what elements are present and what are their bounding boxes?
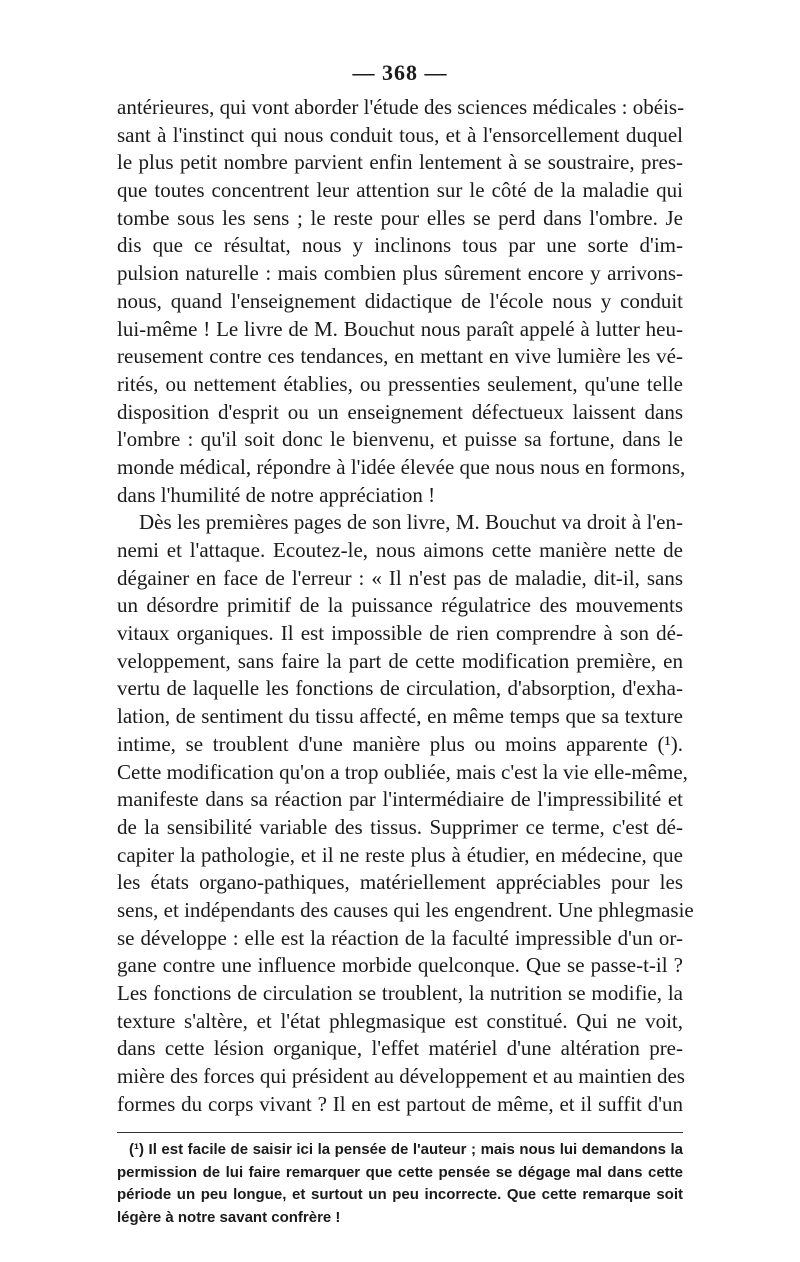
text-line: nous, quand l'enseignement didactique de l'école nous y conduit	[117, 288, 683, 313]
page-number: — 368 —	[352, 60, 448, 85]
text-line: dis que ce résultat, nous y inclinons tous par une sorte d'im-	[117, 233, 683, 258]
text-line: dégainer en face de l'erreur : « Il n'est pas de maladie, dit-il, sans	[117, 565, 683, 590]
footnotes	[117, 1139, 683, 1229]
text-line: formes du corps vivant ? Il en est partout de même, et il suffit d'un	[117, 1091, 683, 1116]
text-line: lui-même ! Le livre de M. Bouchut nous paraît appelé à lutter heu-	[117, 316, 683, 341]
text-line: un désordre primitif de la puissance régulatrice des mouvements	[117, 593, 683, 618]
text-line: manifeste dans sa réaction par l'intermédiaire de l'impressibilité et	[117, 787, 683, 812]
text-line: pulsion naturelle : mais combien plus sûrement encore y arrivons-	[117, 261, 683, 286]
text-line: vertu de laquelle les fonctions de circulation, d'absorption, d'exha-	[117, 676, 683, 701]
footnote-line: période un peu longue, et surtout un peu incorrecte. Que cette remarque soit	[117, 1186, 683, 1204]
text-line: le plus petit nombre parvient enfin lentement à se soustraire, pres-	[117, 150, 683, 175]
text-line: les états organo-pathiques, matériellement appréciables pour les	[117, 870, 683, 895]
text-line: lation, de sentiment du tissu affecté, en même temps que sa texture	[117, 704, 683, 729]
text-line: intime, se troublent d'une manière plus ou moins apparente (¹).	[117, 731, 683, 756]
text-line: se développe : elle est la réaction de la faculté impressible d'un or-	[117, 925, 683, 950]
text-line: mière des forces qui président au développement et au maintien des	[117, 1064, 685, 1089]
book-page	[117, 58, 694, 1229]
text-line: antérieures, qui vont aborder l'étude des sciences médicales : obéis-	[117, 95, 685, 119]
footnote-divider	[117, 1132, 683, 1133]
text-line: disposition d'esprit ou un enseignement défectueux laissent dans	[117, 399, 683, 424]
body-text	[117, 94, 694, 1118]
text-line: Cette modification qu'on a trop oubliée, mais c'est la vie elle-même,	[117, 759, 688, 784]
footnote-line: permission de lui faire remarquer que cette pensée se dégage mal dans cette	[117, 1163, 683, 1181]
text-line: l'ombre : qu'il soit donc le bienvenu, et puisse sa fortune, dans le	[117, 427, 683, 452]
text-line: texture s'altère, et l'état phlegmasique est constitué. Qui ne voit,	[117, 1008, 683, 1033]
text-line: de la sensibilité variable des tissus. Supprimer ce terme, c'est dé-	[117, 814, 683, 839]
footnote-line: (¹) Il est facile de saisir ici la pensée de l'auteur ; mais nous lui demandons la	[129, 1141, 683, 1159]
text-line: dans cette lésion organique, l'effet matériel d'une altération pre-	[117, 1036, 683, 1061]
text-line: vitaux organiques. Il est impossible de rien comprendre à son dé-	[117, 621, 683, 646]
text-line: reusement contre ces tendances, en mettant en vive lumière les vé-	[117, 344, 683, 369]
text-line: Les fonctions de circulation se troublent, la nutrition se modifie, la	[117, 981, 683, 1005]
text-line: monde médical, répondre à l'idée élevée que nous nous en formons,	[117, 454, 686, 479]
text-line: sens, et indépendants des causes qui les engendrent. Une phlegmasie	[117, 897, 694, 922]
text-line: Dès les premières pages de son livre, M. Bouchut va droit à l'en-	[139, 510, 683, 535]
text-line: gane contre une influence morbide quelconque. Que se passe-t-il ?	[117, 953, 683, 978]
text-line: veloppement, sans faire la part de cette modification première, en	[117, 648, 683, 673]
text-line: rités, ou nettement établies, ou pressenties seulement, qu'une telle	[117, 371, 683, 396]
text-line: dans l'humilité de notre appréciation !	[117, 482, 436, 507]
text-line: capiter la pathologie, et il ne reste plus à étudier, en médecine, que	[117, 842, 683, 867]
text-line: tombe sous les sens ; le reste pour elles se perd dans l'ombre. Je	[117, 205, 683, 230]
text-line: que toutes concentrent leur attention sur le côté de la maladie qui	[117, 178, 683, 203]
footnote-line: légère à notre savant confrère !	[117, 1208, 341, 1226]
text-line: nemi et l'attaque. Ecoutez-le, nous aimons cette manière nette de	[117, 538, 683, 562]
text-line: sant à l'instinct qui nous conduit tous, et à l'ensorcellement duquel	[117, 122, 683, 147]
